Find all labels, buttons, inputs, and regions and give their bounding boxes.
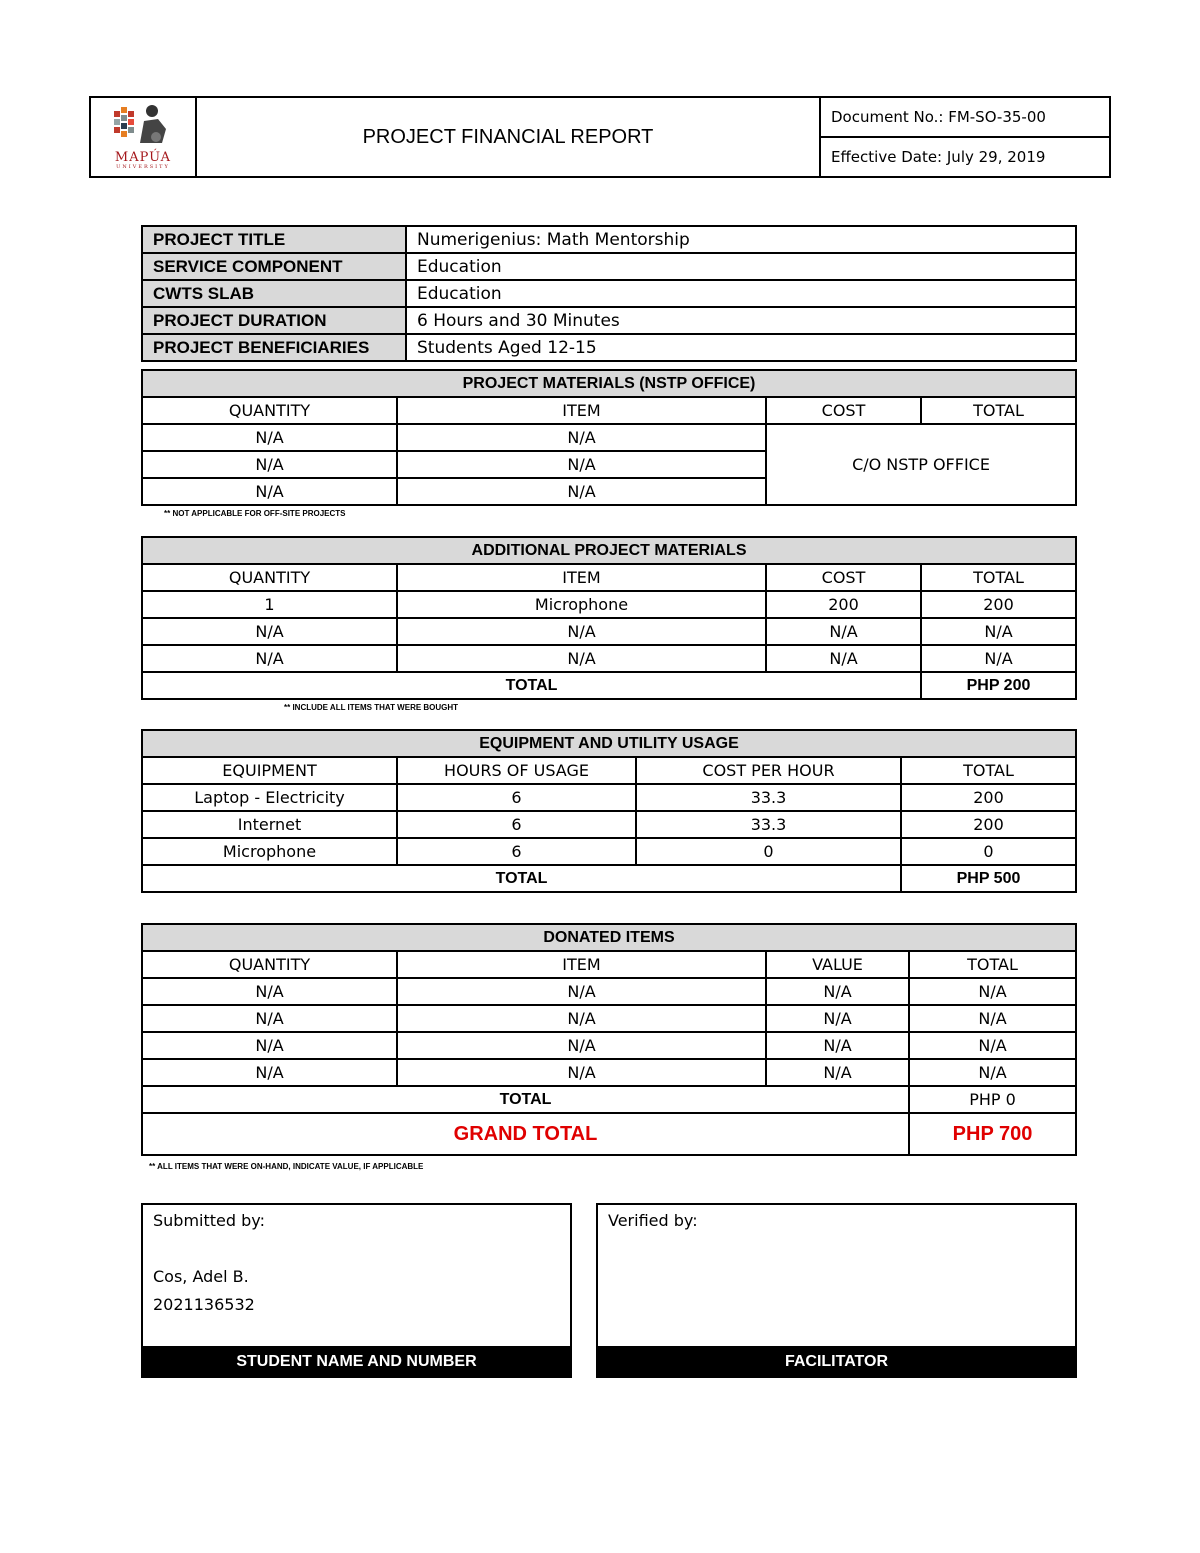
additional-materials-table [141,536,1077,700]
info-label: CWTS SLAB [142,280,406,307]
submitted-by-label: Submitted by: [153,1211,265,1230]
cell-hours: 6 [397,811,636,838]
cell-hours: 6 [397,838,636,865]
cell-equipment: Laptop - Electricity [142,784,397,811]
project-info-table [141,225,1077,362]
column-header: TOTAL [909,951,1076,978]
column-headers [142,757,1076,784]
table-row [142,784,1076,811]
document-header [89,96,1111,178]
column-headers [142,564,1076,591]
cell-total: 200 [901,811,1076,838]
report-title: PROJECT FINANCIAL REPORT [196,97,820,177]
table-row [142,618,1076,645]
total-row [142,1086,1076,1113]
table-row [142,424,1076,451]
cell-quantity: 1 [142,591,397,618]
submitted-by-box [141,1203,572,1378]
column-header: TOTAL [921,564,1076,591]
facilitator-footer: FACILITATOR [596,1346,1077,1378]
cell-item: N/A [397,1005,766,1032]
cell-quantity: N/A [142,451,397,478]
column-header: VALUE [766,951,909,978]
info-label: PROJECT DURATION [142,307,406,334]
cell-total: N/A [909,1032,1076,1059]
donated-items-table [141,923,1077,1156]
info-row [142,280,1076,307]
column-header: QUANTITY [142,564,397,591]
nstp-materials-table [141,369,1077,506]
logo-emblem-icon [112,103,174,147]
cell-total: N/A [921,645,1076,672]
cell-quantity: N/A [142,978,397,1005]
column-header: QUANTITY [142,951,397,978]
document-number: Document No.: FM-SO-35-00 [820,97,1110,137]
total-value: PHP 500 [901,865,1076,892]
table-row [142,838,1076,865]
column-header: COST PER HOUR [636,757,901,784]
nstp-footnote: ** NOT APPLICABLE FOR OFF-SITE PROJECTS [164,509,346,518]
logo-text: MAPÚA [114,149,172,165]
logo-subtext: UNIVERSITY [116,163,170,170]
table-row [142,645,1076,672]
student-footer: STUDENT NAME AND NUMBER [141,1346,572,1378]
grand-total-value: PHP 700 [909,1113,1076,1155]
cell-item: N/A [397,1032,766,1059]
donated-footnote: ** ALL ITEMS THAT WERE ON-HAND, INDICATE VALUE, IF APPLICABLE [149,1162,424,1171]
cell-value: N/A [766,978,909,1005]
university-logo [112,103,174,170]
grand-total-label: GRAND TOTAL [142,1113,909,1155]
info-label: PROJECT TITLE [142,226,406,253]
cell-item: N/A [397,478,766,505]
section-title: EQUIPMENT AND UTILITY USAGE [142,730,1076,757]
effective-date: Effective Date: July 29, 2019 [820,137,1110,177]
info-label: PROJECT BENEFICIARIES [142,334,406,361]
column-header: COST [766,397,921,424]
info-label: SERVICE COMPONENT [142,253,406,280]
cell-value: N/A [766,1032,909,1059]
cell-item: N/A [397,1059,766,1086]
column-header: EQUIPMENT [142,757,397,784]
table-row [142,1005,1076,1032]
cell-cost-per-hour: 0 [636,838,901,865]
cell-total: 0 [901,838,1076,865]
cell-item: N/A [397,618,766,645]
cell-quantity: N/A [142,1059,397,1086]
column-header: TOTAL [901,757,1076,784]
total-value: PHP 200 [921,672,1076,699]
cell-cost: N/A [766,645,921,672]
info-value: Education [406,280,1076,307]
cell-cost-per-hour: 33.3 [636,811,901,838]
grand-total-row [142,1113,1076,1155]
cell-cost: N/A [766,618,921,645]
cell-quantity: N/A [142,1032,397,1059]
table-row [142,1032,1076,1059]
table-row [142,1059,1076,1086]
cell-item: Microphone [397,591,766,618]
info-row [142,307,1076,334]
logo-cell [90,97,196,177]
cell-item: N/A [397,424,766,451]
table-row [142,811,1076,838]
column-headers [142,397,1076,424]
cell-value: N/A [766,1059,909,1086]
cell-total: N/A [909,978,1076,1005]
cell-quantity: N/A [142,645,397,672]
info-row [142,334,1076,361]
nstp-office-note: C/O NSTP OFFICE [766,424,1076,505]
cell-hours: 6 [397,784,636,811]
info-value: Numerigenius: Math Mentorship [406,226,1076,253]
cell-total: 200 [921,591,1076,618]
column-headers [142,951,1076,978]
student-number: 2021136532 [153,1295,255,1314]
cell-equipment: Internet [142,811,397,838]
table-row [142,978,1076,1005]
cell-total: N/A [921,618,1076,645]
cell-item: N/A [397,978,766,1005]
cell-value: N/A [766,1005,909,1032]
info-row [142,226,1076,253]
additional-footnote: ** INCLUDE ALL ITEMS THAT WERE BOUGHT [284,703,459,712]
verified-by-box [596,1203,1077,1378]
section-title: DONATED ITEMS [142,924,1076,951]
column-header: ITEM [397,951,766,978]
info-value: Students Aged 12-15 [406,334,1076,361]
total-row [142,865,1076,892]
verified-by-label: Verified by: [608,1211,698,1230]
cell-quantity: N/A [142,478,397,505]
total-row [142,672,1076,699]
cell-item: N/A [397,645,766,672]
total-label: TOTAL [142,1086,909,1113]
total-label: TOTAL [142,865,901,892]
column-header: QUANTITY [142,397,397,424]
column-header: HOURS OF USAGE [397,757,636,784]
cell-quantity: N/A [142,424,397,451]
total-label: TOTAL [142,672,921,699]
info-value: 6 Hours and 30 Minutes [406,307,1076,334]
cell-cost: 200 [766,591,921,618]
student-name: Cos, Adel B. [153,1267,249,1286]
cell-quantity: N/A [142,1005,397,1032]
column-header: TOTAL [921,397,1076,424]
column-header: ITEM [397,564,766,591]
cell-cost-per-hour: 33.3 [636,784,901,811]
info-value: Education [406,253,1076,280]
cell-quantity: N/A [142,618,397,645]
total-value: PHP 0 [909,1086,1076,1113]
equipment-usage-table [141,729,1077,893]
cell-total: N/A [909,1059,1076,1086]
cell-equipment: Microphone [142,838,397,865]
cell-item: N/A [397,451,766,478]
cell-total: N/A [909,1005,1076,1032]
info-row [142,253,1076,280]
table-row [142,591,1076,618]
column-header: ITEM [397,397,766,424]
section-title: PROJECT MATERIALS (NSTP OFFICE) [142,370,1076,397]
section-title: ADDITIONAL PROJECT MATERIALS [142,537,1076,564]
column-header: COST [766,564,921,591]
cell-total: 200 [901,784,1076,811]
